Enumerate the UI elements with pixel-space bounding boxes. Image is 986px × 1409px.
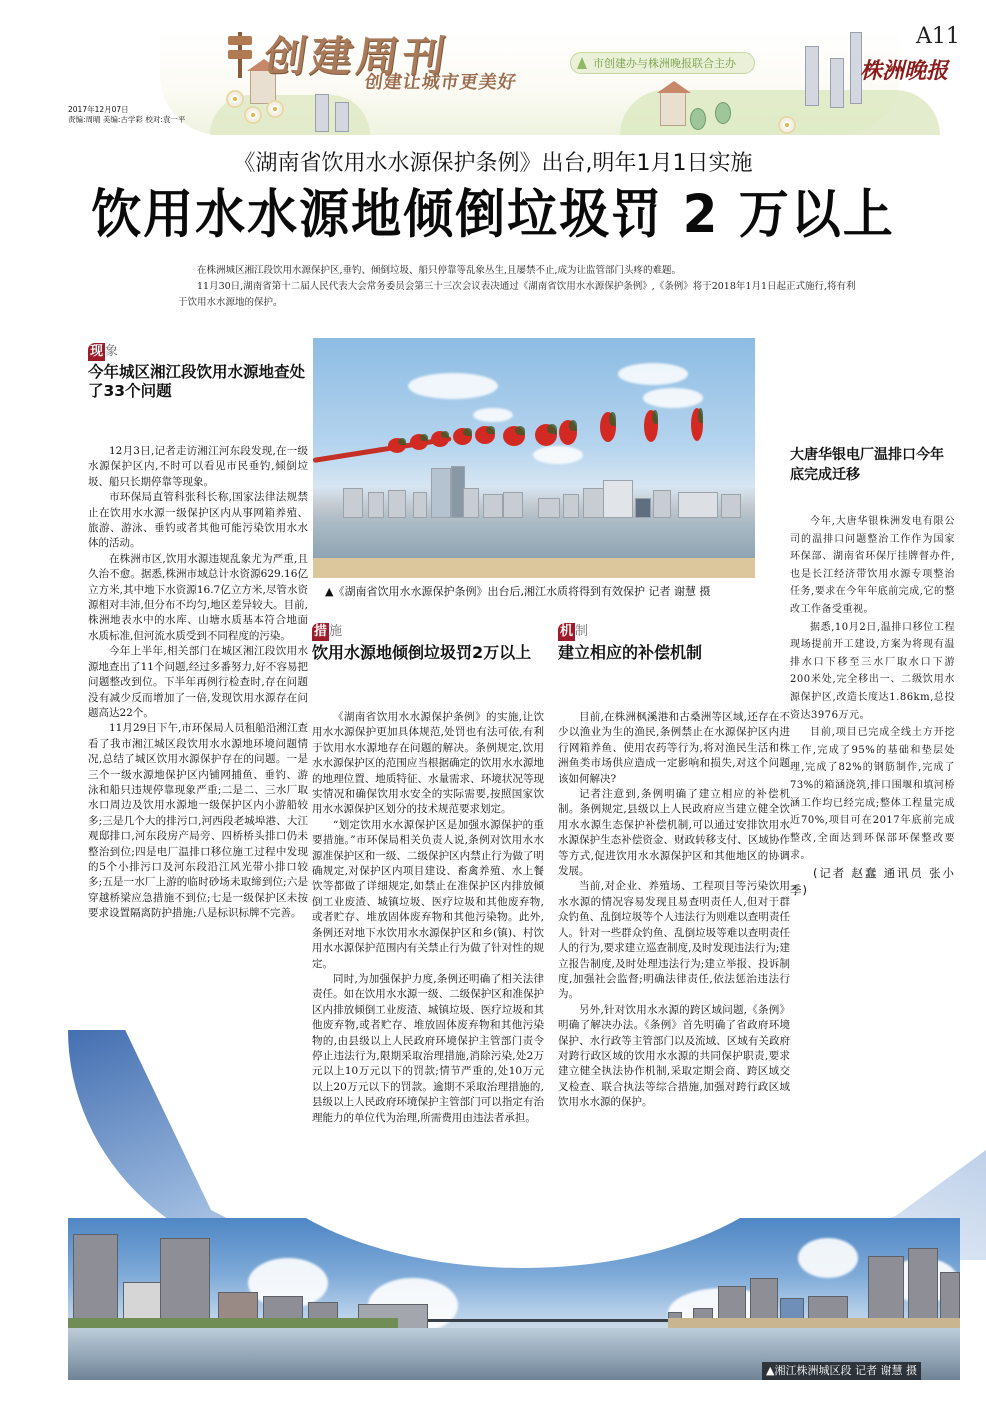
- house-illustration: [660, 92, 686, 126]
- masthead: [60, 20, 960, 135]
- section-label: [558, 623, 588, 641]
- daisy-icon: [780, 118, 794, 132]
- photo-caption-bottom: ▲湘江株洲城区段 记者 谢慧 摄: [762, 1362, 921, 1380]
- issue-meta: [68, 105, 185, 125]
- section-label-chip: 现: [90, 344, 104, 359]
- section-label: [312, 623, 342, 641]
- section-body: [88, 444, 308, 922]
- body-paragraph: 记者注意到,条例明确了建立相应的补偿机制。条例规定,县级以上人民政府应当建立健全饮用水水源生态保护补偿机制,可以通过安排饮用水水源保护生态补偿资金、财政转移支付、区域协作等方式,促进饮用水水源保护区和其他地区的协调发展。: [558, 788, 790, 878]
- article-headline: 饮用水水源地倾倒垃圾罚 2 万以上: [91, 183, 895, 245]
- body-paragraph: 另外,针对饮用水水源的跨区域问题,《条例》明确了解决办法。《条例》首先明确了省政府环境保护、水行政等主管部门以及流域、区域有关政府对跨行政区域的饮用水水源的共同保护职责,要求建立健全执法协作机制,采取定期会商、跨区域交叉检查、联合执法等综合措施,加强对跨行政区域饮用水水源的保护。: [558, 1003, 790, 1109]
- signpost-illustration: [228, 32, 252, 78]
- byline: (记者 赵蠢 通讯员 张小季): [790, 865, 955, 897]
- section-label-rest: 施: [329, 624, 343, 639]
- brand-slogan: 创建让城市更美好: [363, 72, 519, 93]
- daisy-icon: [246, 108, 260, 122]
- issue-date: 2017年12月07日: [68, 105, 129, 114]
- body-paragraph: 12月3日,记者走访湘江河东段发现,在一级水源保护区内,不时可以看见市民垂钓,倾倒垃圾、船只长期停靠等现象。: [88, 445, 308, 488]
- paper-logo: 株洲晚报: [860, 58, 949, 84]
- staff-credits: 责编:周晴 美编:古学彩 校对:袁一平: [68, 115, 186, 124]
- river-water: [313, 524, 755, 558]
- section-title: 建立相应的补偿机制: [558, 643, 703, 662]
- daisy-icon: [228, 92, 242, 106]
- section-phenomenon: [88, 340, 308, 922]
- body-paragraph: 今年上半年,相关部门在城区湘江段饮用水源地查出了11个问题,经过多番努力,好不容易把问题整改到位。下半年再例行检查时,存在问题没有减少反而增加了一倍,发现饮用水源存在问题高达22个。: [88, 645, 308, 719]
- sidebar-body: [790, 513, 955, 899]
- sidebar-title: 大唐华银电厂温排口今年底完成迁移: [790, 447, 944, 483]
- section-title: 今年城区湘江段饮用水源地查处了33个问题: [88, 363, 306, 400]
- building-illustration: [805, 46, 819, 106]
- caption-text: 《湖南省饮用水水源保护条例》出台后,湘江水质将得到有效保护 记者 谢慧 摄: [333, 585, 711, 598]
- photo-xiangjiang-cityscape: [68, 1218, 960, 1380]
- tree-icon: [715, 102, 731, 124]
- section-label-chip: 机: [560, 624, 574, 639]
- building-illustration: [335, 102, 349, 132]
- building-illustration: [315, 94, 329, 132]
- building-illustration: [830, 58, 844, 108]
- section-label-rest: 制: [575, 624, 589, 639]
- body-paragraph: 当前,对企业、养殖场、工程项目等污染饮用水水源的情况容易发现且易查明责任人,但对于群众钓鱼、乱倒垃圾等个人违法行为则难以查明责任人。针对一些群众钓鱼、乱倒垃圾等难以查明责任人的行为,要求建立巡查制度,及时发现违法行为;建立报告制度,及时处理违法行为;建立举报、投诉制度,加强社会监督;明确法律责任,依法惩治违法行为。: [558, 880, 790, 1001]
- body-paragraph: 在株洲市区,饮用水源违规乱象尤为严重,且久治不愈。据悉,株洲市域总计水资源629.16亿立方米,其中地下水资源16.7亿立方米,尽管水资源相对丰沛,但分布不均匀,地区差异较大。目前,株洲地表水中的水库、山塘水质基本符合地面水质标准,但河流水质受到不同程度的污染。: [88, 552, 309, 642]
- body-paragraph: “划定饮用水水源保护区是加强水源保护的重要措施。”市环保局相关负责人说,条例对饮用水水源准保护区和一级、二级保护区内禁止行为做了明确规定,对保护区内项目建设、畜禽养殖、水上餐饮等都做了详细规定,如禁止在准保护区内排放倾倒工业废渣、城镇垃圾、医疗垃圾和其他废弃物,或者贮存、堆放固体废弃物和其他污染物。此外,条例还对地下水饮用水水源保护区和乡(镇)、村饮用水水源保护范围内有关禁止行为做了针对性的规定。: [312, 818, 544, 970]
- article-intro: [178, 263, 858, 311]
- sidebar-article: [790, 445, 955, 899]
- brand-title: 创建周刊: [261, 32, 453, 81]
- body-paragraph: 据悉,10月2日,温排口移位工程现场提前开工建设,方案为将现有温排水口下移至三水厂取水口下游200米处,完全移出一、二级饮用水源保护区,改造长度达1.86km,总投资达3976万元。: [790, 621, 955, 721]
- triangle-icon: ▲: [325, 585, 334, 598]
- intro-paragraph: 在株洲城区湘江段饮用水源保护区,垂钓、倾倒垃圾、船只停靠等乱象丛生,且屡禁不止,成为让监管部门头疼的难题。: [197, 265, 682, 276]
- page-number: A11: [916, 24, 960, 49]
- photo-kites-over-xiangjiang: [313, 338, 755, 578]
- body-paragraph: 同时,为加强保护力度,条例还明确了相关法律责任。如在饮用水水源一级、二级保护区和准保护区内排放倾倒工业废渣、城镇垃圾、医疗垃圾和其他废弃物,或者贮存、堆放固体废弃物和其他污染物的,由县级以上人民政府环境保护主管部门责令停止违法行为,限期采取治理措施,消除污染,处2万元以上10万元以下的罚款;情节严重的,处10万元以上20万元以下的罚款。逾期不采取治理措施的,县级以上人民政府环境保护主管部门可以指定有治理能力的单位代为治理,所需费用由违法者承担。: [312, 972, 544, 1124]
- section-title: 饮用水源地倾倒垃圾罚2万以上: [312, 643, 532, 662]
- daisy-icon: [268, 102, 282, 116]
- text-wrap-cutout: [228, 1218, 818, 1268]
- photo-caption-top: [325, 583, 710, 599]
- body-paragraph: 《湖南省饮用水水源保护条例》的实施,让饮用水水源保护更加具体规范,处罚也有法可依,有利于饮用水水源地存在问题的解决。条例规定,饮用水水源保护区的范围应当根据确定的饮用水水源地的地理位置、地质特征、水量需求、环境状况等现实情况和确保饮用水安全的实际需要,按照国家饮用水水源保护区划分的技术规范要求划定。: [312, 711, 544, 816]
- section-label: [88, 343, 118, 361]
- riverbank-sand: [313, 558, 755, 578]
- section-measures: [312, 620, 544, 1126]
- section-label-chip: 措: [314, 624, 328, 639]
- sponsor-ribbon: 市创建办与株洲晚报联合主办: [570, 52, 755, 74]
- intro-paragraph: 11月30日,湖南省第十二届人民代表大会常务委员会第三十三次会议表决通过《湖南省饮用水水源保护条例》,《条例》将于2018年1月1日起正式施行,将有利于饮用水水源地的保护。: [178, 281, 856, 308]
- section-body: [558, 710, 790, 1111]
- body-paragraph: 目前,项目已完成全线土方开挖工作,完成了95%的基础和垫层处理,完成了82%的钢筋制作,完成了73%的箱涵浇筑,排口围堰和填河桥涵工作均已经完成;整体工程量完成近70%,项目可在2017年底前完成整改,全面达到环保部环保整改要求。: [790, 727, 955, 862]
- tree-icon: [690, 108, 706, 130]
- body-paragraph: 11月29日下午,市环保局人员租船沿湘江查看了我市湘江城区段饮用水水源地环境问题情况,总结了城区饮用水源保护存在的问题。一是三个一级水源地保护区内铺网捕鱼、垂钓、游泳和船只违规停靠现象严重;二是二、三水厂取水口周边及饮用水源地一级保护区内小游船较多;三是几个大的排污口,河西段老城埠港、大江观邸排口,河东段房产局旁、四桥桥头排口仍未整治到位;四是电厂温排口移位施工过程中发现的5个小排污口及河东段沿江风光带小排口较多;五是一水厂上游的临时砂场未取缔到位;六是穿越桥梁应急措施不到位;七是一级保护区未按要求设置隔离防护措施;八是标识标牌不完善。: [88, 722, 308, 920]
- article-subhead: 《湖南省饮用水水源保护条例》出台,明年1月1日实施: [233, 151, 753, 176]
- body-paragraph: 市环保局直管科张科长称,国家法律法规禁止在饮用水水源一级保护区内从事网箱养殖、旅游、游泳、垂钓或者其他可能污染饮用水水体的活动。: [88, 491, 308, 550]
- section-body: [312, 710, 544, 1126]
- section-label-rest: 象: [105, 344, 119, 359]
- body-paragraph: 目前,在株洲枫溪港和古桑洲等区域,还存在不少以渔业为生的渔民,条例禁止在水源保护区内进行网箱养鱼、使用农药等行为,将对渔民生活和株洲鱼类市场供应造成一定影响和损失,对这个问题该如何解决?: [558, 711, 790, 785]
- body-paragraph: 今年,大唐华银株洲发电有限公司的温排口问题整治工作作为国家环保部、湖南省环保厅挂牌督办件,也是长江经济带饮用水源专项整治任务,要求在今年年底前完成,它的整改工作备受重视。: [790, 516, 955, 615]
- section-mechanism: [558, 620, 790, 1111]
